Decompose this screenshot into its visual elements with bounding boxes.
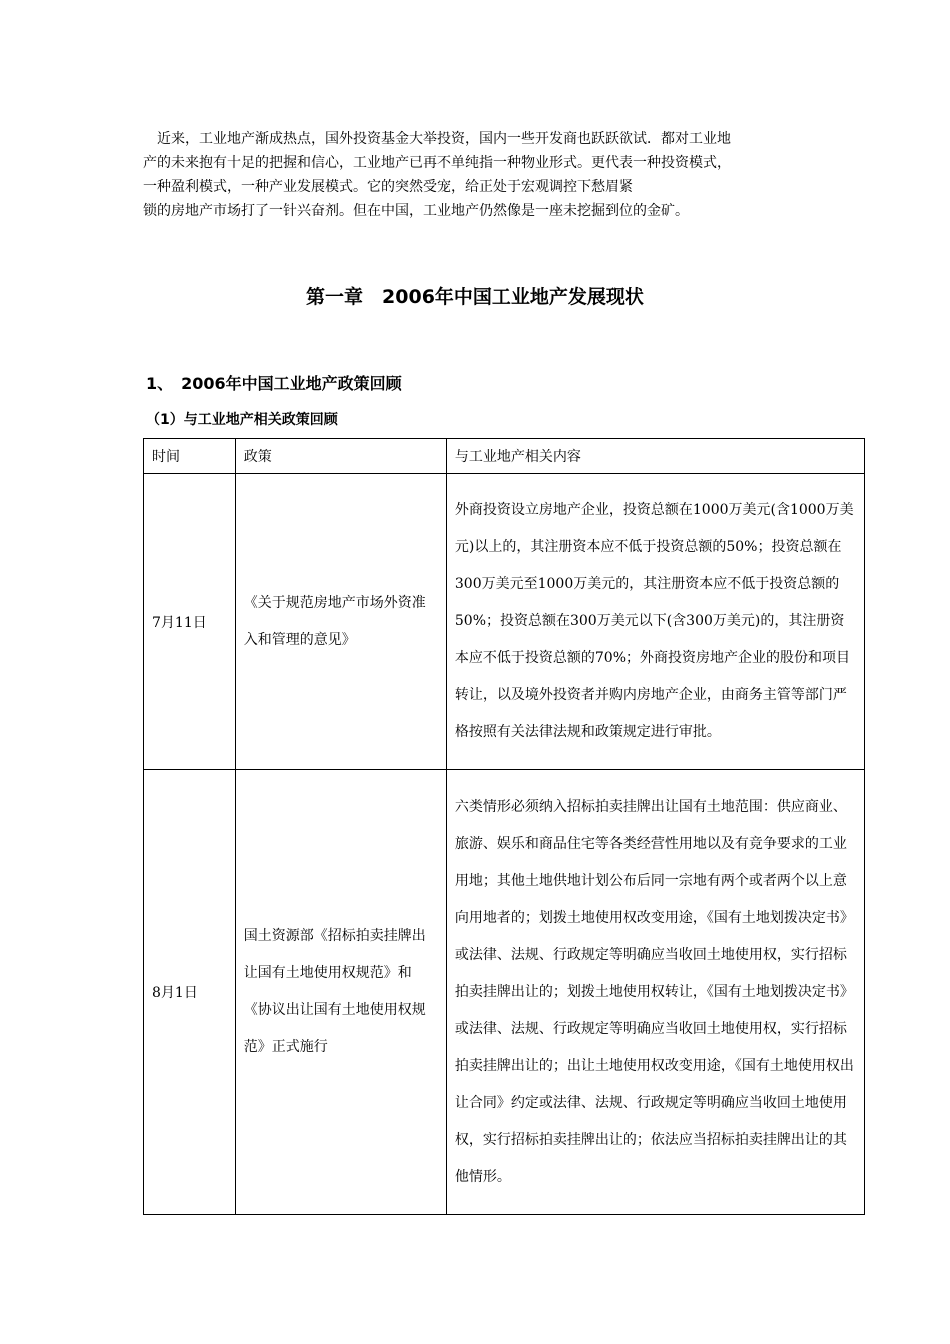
header-content: 与工业地产相关内容 <box>446 439 864 474</box>
table-header-row <box>144 439 865 474</box>
intro-line: 近来，工业地产渐成热点，国外投资基金大举投资，国内一些开发商也跃跃欲试．都对工业地 <box>143 131 731 147</box>
header-time: 时间 <box>144 439 236 474</box>
header-policy: 政策 <box>235 439 446 474</box>
intro-line: 锁的房地产市场打了一针兴奋剂。但在中国，工业地产仍然像是一座未挖掘到位的金矿。 <box>143 203 689 219</box>
cell-policy: 国土资源部《招标拍卖挂牌出让国有土地使用权规范》和《协议出让国有土地使用权规范》正式施行 <box>235 770 446 1215</box>
chapter-title: 第一章 2006年中国工业地产发展现状 <box>306 286 644 308</box>
cell-date: 8月1日 <box>144 770 236 1215</box>
cell-content: 六类情形必须纳入招标拍卖挂牌出让国有土地范围：供应商业、旅游、娱乐和商品住宅等各类经营性用地以及有竞争要求的工业用地；其他土地供地计划公布后同一宗地有两个或者两个以上意向用地者的；划拨土地使用权改变用途，《国有土地划拨决定书》或法律、法规、行政规定等明确应当收回土地使用权，实行招标拍卖挂牌出让的；划拨土地使用权转让，《国有土地划拨决定书》或法律、法规、行政规定等明确应当收回土地使用权，实行招标拍卖挂牌出让的；出让土地使用权改变用途，《国有土地使用权出让合同》约定或法律、法规、行政规定等明确应当收回土地使用权，实行招标拍卖挂牌出让的；依法应当招标拍卖挂牌出让的其他情形。 <box>446 770 864 1215</box>
table-row <box>144 770 865 1215</box>
cell-policy: 《关于规范房地产市场外资准入和管理的意见》 <box>235 474 446 770</box>
intro-line: 一种盈利模式，一种产业发展模式。它的突然受宠，给正处于宏观调控下愁眉紧 <box>143 179 633 195</box>
intro-paragraph <box>143 127 859 223</box>
intro-line: 产的未来抱有十足的把握和信心，工业地产已再不单纯指一种物业形式。更代表一种投资模式， <box>143 155 731 171</box>
cell-content: 外商投资设立房地产企业，投资总额在1000万美元(含1000万美元)以上的，其注册资本应不低于投资总额的50%；投资总额在300万美元至1000万美元的，其注册资本应不低于投资总额的50%；投资总额在300万美元以下(含300万美元)的，其注册资本应不低于投资总额的70%；外商投资房地产企业的股份和项目转让，以及境外投资者并购内房地产企业，由商务主管等部门严格按照有关法律法规和政策规定进行审批。 <box>446 474 864 770</box>
table-row <box>144 474 865 770</box>
subsection-title: （1）与工业地产相关政策回顾 <box>146 412 338 428</box>
cell-date: 7月11日 <box>144 474 236 770</box>
policy-table <box>143 438 865 1215</box>
section-title: 1、 2006年中国工业地产政策回顾 <box>146 374 402 393</box>
